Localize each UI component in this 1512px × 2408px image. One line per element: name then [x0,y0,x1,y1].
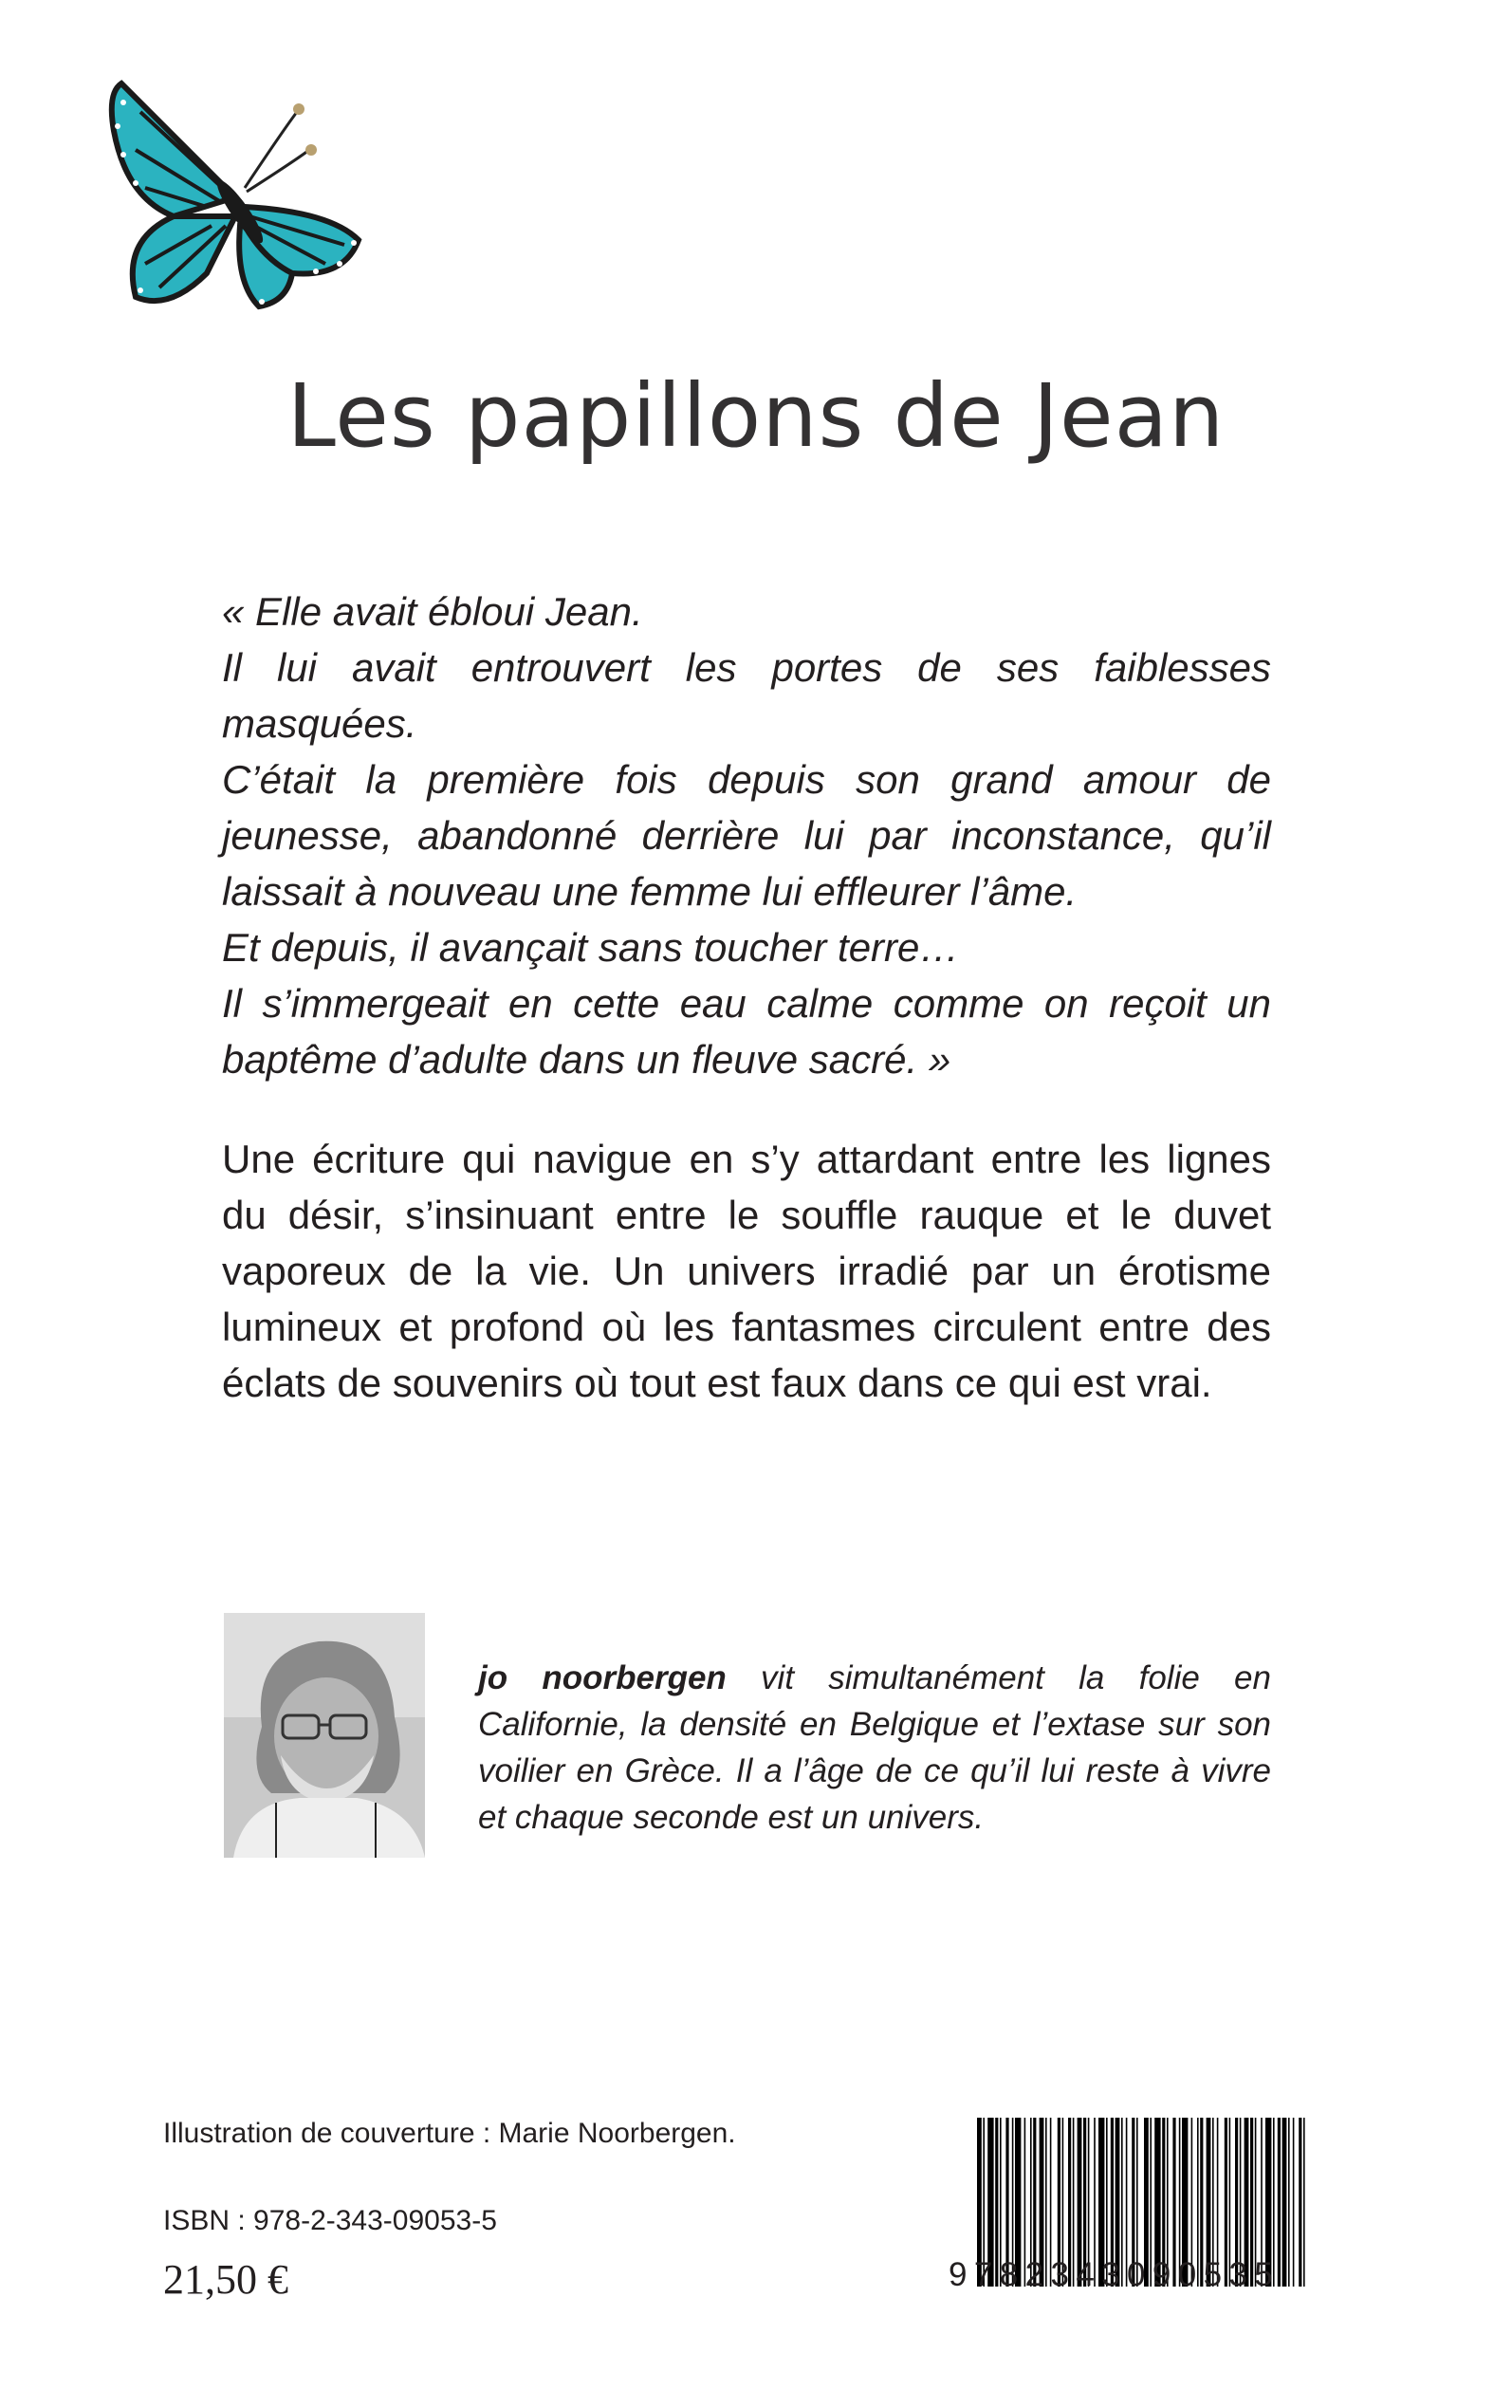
author-name: jo noorbergen [478,1659,727,1696]
book-title: Les papillons de Jean [286,365,1226,467]
book-blurb: Une écriture qui navigue en s’y attardant entre les lignes du désir, s’insinuant entre le souffle rauque et le duvet vaporeux de la vie. Un univers irradié par un érotisme lumineux et profond où les fantasmes circulent entre des éclats de souvenirs où tout est faux dans ce qui est vrai. [222,1137,1271,1405]
quote-line: Il lui avait entrouvert les portes de ses faiblesses masquées. [222,645,1271,746]
quote-line: C’était la première fois depuis son grand amour de jeunesse, abandonné derrière lui par inconstance, qu’il laissait à nouveau une femme lui effleurer l’âme. [222,757,1271,914]
book-quote [222,583,1271,1087]
quote-line: Il s’immergeait en cette eau calme comme on reçoit un baptême d’adulte dans un fleuve sacré. » [222,981,1271,1082]
author-bio [478,1655,1271,1841]
price: 21,50 € [163,2256,288,2303]
cover-credit: Illustration de couverture : Marie Noorbergen. [163,2118,736,2149]
author-bio-text: vit simultanément la folie en Californie, la densité en Belgique et l’extase sur son voilier en Grèce. Il a l’âge de ce qu’il lui reste à vivre et chaque seconde est un univers. [478,1659,1271,1836]
isbn: ISBN : 978-2-343-09053-5 [163,2205,497,2236]
quote-line: Et depuis, il avançait sans toucher terre… [222,925,960,970]
barcode-digits: 9782343090535 [949,2256,1281,2293]
quote-line: « Elle avait ébloui Jean. [222,589,643,634]
butterfly-illustration [102,74,368,330]
author-photo [224,1613,425,1858]
